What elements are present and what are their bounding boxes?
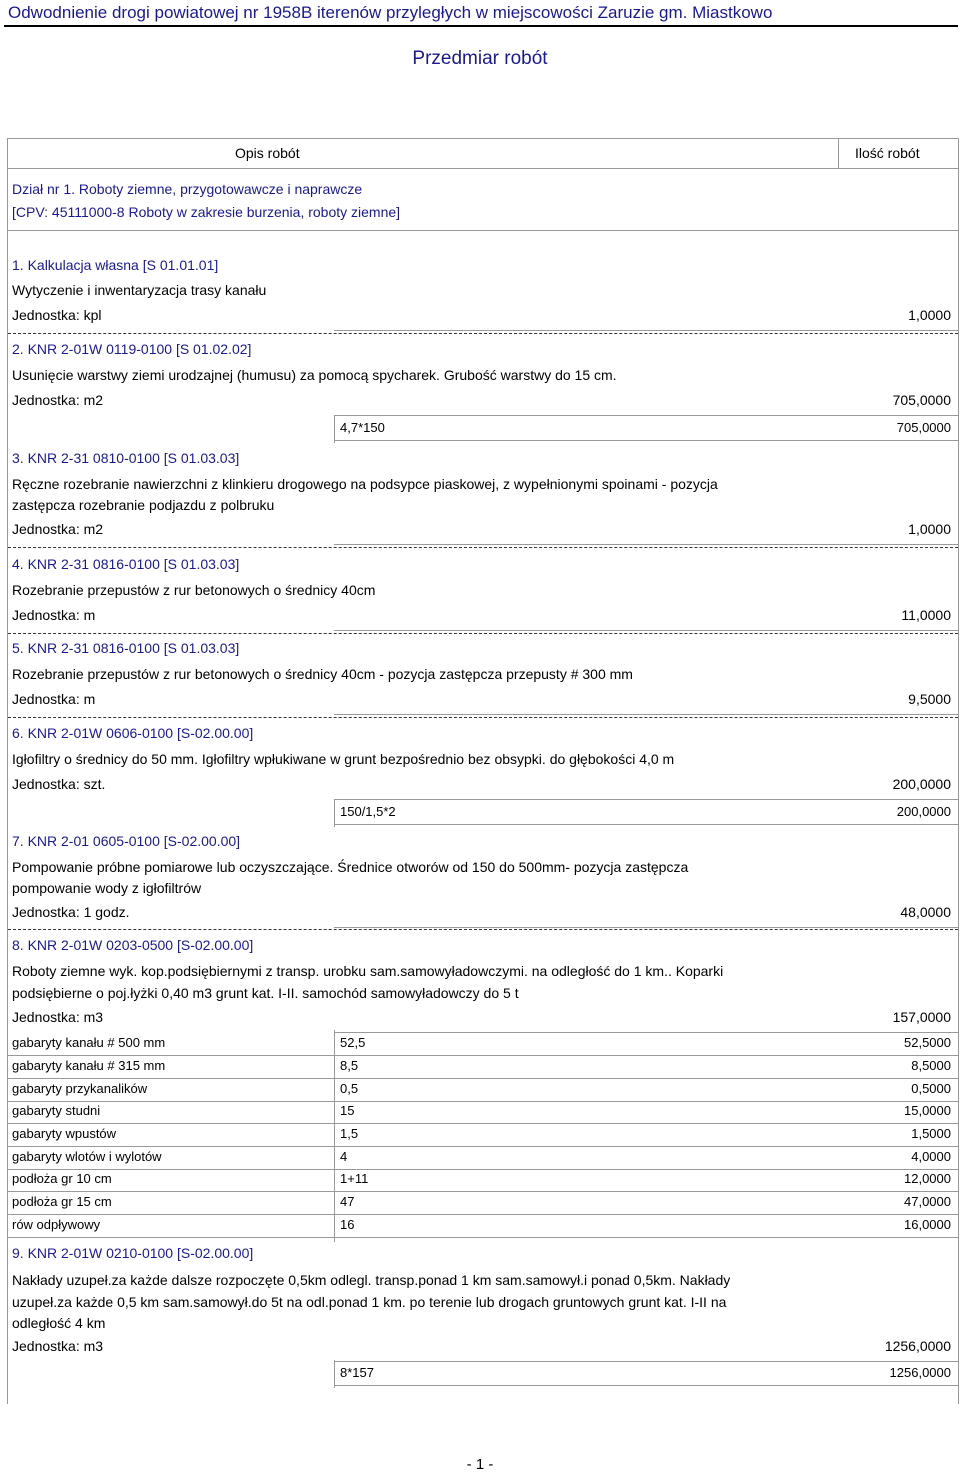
calc-label: gabaryty kanału # 315 mm (12, 1058, 166, 1073)
calc-value: 0,5000 (911, 1081, 951, 1096)
item-separator (8, 633, 958, 634)
item-quantity: 1,0000 (908, 307, 951, 323)
item-unit: Jednostka: m2 (12, 392, 104, 408)
calc-row-line (7, 1123, 959, 1124)
calc-formula: 8,5 (340, 1058, 359, 1073)
item-separator (8, 717, 958, 718)
calc-formula: 15 (340, 1103, 355, 1118)
calc-formula: 150/1,5*2 (340, 804, 396, 819)
calc-label: gabaryty kanału # 500 mm (12, 1035, 166, 1050)
item-unit: Jednostka: kpl (12, 307, 102, 323)
item-code: 8. KNR 2-01W 0203-0500 [S-02.00.00] (12, 937, 254, 953)
unit-underline (334, 330, 959, 331)
item-code: 3. KNR 2-31 0810-0100 [S 01.03.03] (12, 450, 240, 466)
item-quantity: 11,0000 (901, 607, 951, 623)
calc-value: 52,5000 (904, 1035, 951, 1050)
unit-underline (334, 1032, 959, 1033)
calc-row-line (7, 1055, 959, 1056)
table-header-row (7, 138, 959, 169)
item-quantity: 9,5000 (908, 691, 951, 707)
item-description-line: Pompowanie próbne pomiarowe lub oczyszczające. Średnice otworów od 150 do 500mm- pozycja zastępcza (12, 859, 689, 875)
calc-value: 1256,0000 (889, 1365, 951, 1380)
calc-row-line (334, 824, 959, 825)
item-code: 7. KNR 2-01 0605-0100 [S-02.00.00] (12, 833, 241, 849)
calc-row-line (7, 1169, 959, 1170)
item-separator (8, 547, 958, 548)
item-description-line: uzupeł.za każde 0,5 km sam.samowył.do 5t na odl.ponad 1 km. po terenie lub drogach gruntowych grunt kat. I-II na (12, 1294, 727, 1310)
calc-table-divider (334, 1030, 335, 1242)
section-divider (7, 230, 959, 231)
calc-formula: 4 (340, 1149, 348, 1164)
calc-label: podłoża gr 10 cm (12, 1171, 112, 1186)
column-header-quantity: Ilość robót (855, 145, 920, 161)
calc-formula: 16 (340, 1217, 355, 1232)
calc-formula: 8*157 (340, 1365, 374, 1380)
unit-underline (334, 714, 959, 715)
calc-value: 16,0000 (904, 1217, 951, 1232)
unit-underline (334, 415, 959, 416)
item-quantity: 1256,0000 (884, 1338, 951, 1354)
item-unit: Jednostka: m2 (12, 521, 104, 537)
item-description-line: pompowanie wody z igłofiltrów (12, 880, 202, 896)
header-divider (4, 25, 958, 27)
calc-row-line (7, 1214, 959, 1215)
calc-value: 4,0000 (911, 1149, 951, 1164)
calc-row-line (334, 440, 959, 441)
section-cpv: [CPV: 45111000-8 Roboty w zakresie burzenia, roboty ziemne] (12, 204, 401, 220)
item-description-line: Rozebranie przepustów z rur betonowych o średnicy 40cm - pozycja zastępcza przepusty # 300 mm (12, 666, 633, 682)
calc-formula: 0,5 (340, 1081, 359, 1096)
item-quantity: 1,0000 (908, 521, 951, 537)
document-header-title: Odwodnienie drogi powiatowej nr 1958B iterenów przyległych w miejscowości Zaruzie gm. Miastkowo (8, 3, 773, 22)
item-description-line: odległość 4 km (12, 1315, 106, 1331)
item-unit: Jednostka: m3 (12, 1338, 104, 1354)
calc-label: gabaryty wpustów (12, 1126, 117, 1141)
calc-formula: 1,5 (340, 1126, 359, 1141)
item-description-line: Usunięcie warstwy ziemi urodzajnej (humusu) za pomocą spycharek. Grubość warstwy do 15 cm. (12, 367, 617, 383)
calc-value: 8,5000 (911, 1058, 951, 1073)
calc-value: 1,5000 (911, 1126, 951, 1141)
item-unit: Jednostka: szt. (12, 776, 106, 792)
calc-label: gabaryty wlotów i wylotów (12, 1149, 162, 1164)
item-unit: Jednostka: m (12, 607, 96, 623)
item-code: 2. KNR 2-01W 0119-0100 [S 01.02.02] (12, 341, 252, 357)
column-divider (838, 138, 839, 169)
calc-formula: 1+11 (340, 1171, 369, 1186)
item-quantity: 48,0000 (900, 904, 951, 920)
item-quantity: 157,0000 (892, 1009, 951, 1025)
item-description-line: Roboty ziemne wyk. kop.podsiębiernymi z transp. urobku sam.samowyładowczymi. na odległość do 1 km.. Koparki (12, 963, 724, 979)
calc-value: 705,0000 (896, 420, 951, 435)
unit-underline (334, 927, 959, 928)
calc-value: 15,0000 (904, 1103, 951, 1118)
unit-underline (334, 799, 959, 800)
calc-cell-border (334, 415, 335, 443)
item-code: 9. KNR 2-01W 0210-0100 [S-02.00.00] (12, 1245, 254, 1261)
unit-underline (334, 630, 959, 631)
calc-row-line (7, 1237, 959, 1238)
calc-label: podłoża gr 15 cm (12, 1194, 112, 1209)
unit-underline (334, 1361, 959, 1362)
item-description-line: Rozebranie przepustów z rur betonowych o średnicy 40cm (12, 582, 376, 598)
unit-underline (334, 544, 959, 545)
item-description-line: Wytyczenie i inwentaryzacja trasy kanału (12, 282, 267, 298)
calc-formula: 4,7*150 (340, 420, 385, 435)
calc-row-line (7, 1191, 959, 1192)
item-separator (8, 333, 958, 334)
calc-formula: 52,5 (340, 1035, 366, 1050)
item-separator (8, 929, 958, 930)
item-code: 5. KNR 2-31 0816-0100 [S 01.03.03] (12, 640, 240, 656)
item-code: 6. KNR 2-01W 0606-0100 [S-02.00.00] (12, 725, 254, 741)
calc-formula: 47 (340, 1194, 355, 1209)
page-number: - 1 - (466, 1456, 494, 1472)
item-description-line: zastępcza rozebranie podjazdu z polbruku (12, 497, 275, 513)
calc-cell-border (334, 1360, 335, 1388)
calc-value: 12,0000 (904, 1171, 951, 1186)
calc-label: gabaryty przykanalików (12, 1081, 148, 1096)
calc-value: 200,0000 (896, 804, 951, 819)
item-quantity: 705,0000 (892, 392, 951, 408)
calc-row-line (7, 1146, 959, 1147)
calc-row-line (7, 1078, 959, 1079)
item-description-line: Ręczne rozebranie nawierzchni z klinkieru drogowego na podsypce piaskowej, z wypełnionymi spoinami - pozycja (12, 476, 718, 492)
calc-cell-border (334, 799, 335, 827)
item-code: 1. Kalkulacja własna [S 01.01.01] (12, 257, 219, 273)
item-description-line: Nakłady uzupeł.za każde dalsze rozpoczęte 0,5km odlegl. transp.ponad 1 km sam.samowył.i ponad 0,5km. Nakłady (12, 1272, 731, 1288)
calc-label: rów odpływowy (12, 1217, 101, 1232)
item-description-line: Igłofiltry o średnicy do 50 mm. Igłofiltry wpłukiwane w grunt bezpośrednio bez obsypki. do głębokości 4,0 m (12, 751, 675, 767)
calc-label: gabaryty studni (12, 1103, 101, 1118)
section-title: Dział nr 1. Roboty ziemne, przygotowawcze i naprawcze (12, 181, 363, 197)
item-unit: Jednostka: 1 godz. (12, 904, 130, 920)
item-quantity: 200,0000 (892, 776, 951, 792)
item-description-line: podsiębierne o poj.łyżki 0,40 m3 grunt kat. I-II. samochód samowyładowczy do 5 t (12, 985, 519, 1001)
column-header-description: Opis robót (235, 145, 300, 161)
page-title: Przedmiar robót (412, 48, 548, 69)
calc-value: 47,0000 (904, 1194, 951, 1209)
calc-row-line (334, 1385, 959, 1386)
item-unit: Jednostka: m (12, 691, 96, 707)
calc-row-line (7, 1101, 959, 1102)
item-unit: Jednostka: m3 (12, 1009, 104, 1025)
item-code: 4. KNR 2-31 0816-0100 [S 01.03.03] (12, 556, 240, 572)
